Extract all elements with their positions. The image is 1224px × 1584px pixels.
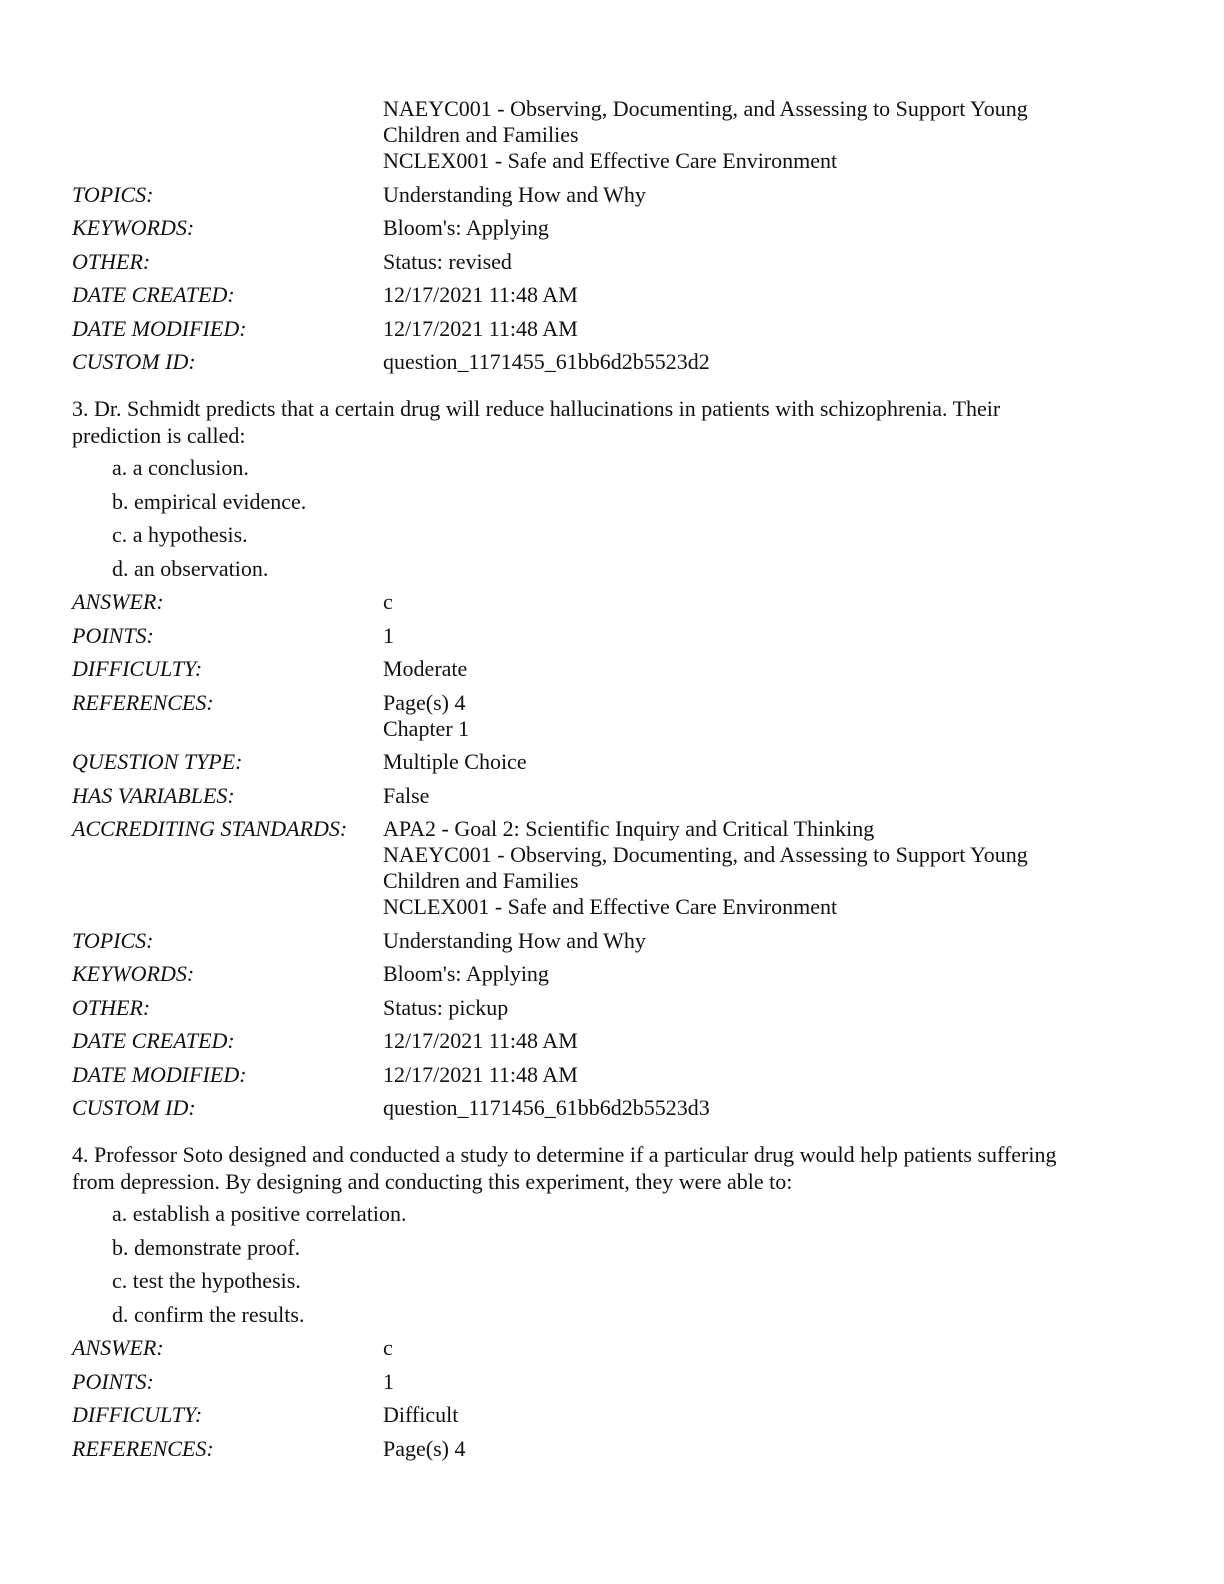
field-label: OTHER:: [72, 248, 151, 274]
field-value: 1: [383, 1368, 394, 1394]
field-value: False: [383, 782, 430, 808]
value-line: NCLEX001 - Safe and Effective Care Environment: [383, 894, 838, 919]
question-3: [72, 395, 1152, 1121]
field-value: Difficult: [383, 1402, 459, 1427]
field-label: CUSTOM ID:: [72, 349, 196, 374]
metadata-row-custom-id: [72, 1095, 1152, 1121]
field-label: ACCREDITING STANDARDS:: [72, 816, 348, 841]
question-stem: [72, 395, 1152, 449]
field-value: Status: pickup: [383, 994, 509, 1020]
metadata-row-answer: [72, 589, 1152, 615]
metadata-row-difficulty: [72, 1402, 1152, 1428]
metadata-row-date-created: [72, 282, 1152, 308]
stem-line: 4. Professor Soto designed and conducted a study to determine if a particular drug would help patients suffering: [72, 1142, 1057, 1167]
option-b: b. empirical evidence.: [112, 488, 307, 514]
option-a: a. a conclusion.: [112, 455, 249, 480]
field-value: 1: [383, 622, 394, 648]
field-value: question_1171455_61bb6d2b5523d2: [383, 349, 710, 374]
option-d: d. confirm the results.: [112, 1301, 305, 1327]
value-line: NAEYC001 - Observing, Documenting, and Assessing to Support Young: [383, 842, 1028, 867]
option-d: d. an observation.: [112, 555, 269, 581]
field-value: 12/17/2021 11:48 AM: [383, 1061, 578, 1087]
metadata-row-has-variables: [72, 783, 1152, 809]
field-label: KEYWORDS:: [72, 961, 195, 986]
field-value: Page(s) 4: [383, 1435, 466, 1461]
field-label: OTHER:: [72, 994, 151, 1020]
metadata-row-references: [72, 690, 1152, 742]
field-value: question_1171456_61bb6d2b5523d3: [383, 1095, 710, 1120]
field-value: Understanding How and Why: [383, 927, 646, 953]
metadata-row-topics: [72, 928, 1152, 954]
field-value: [383, 690, 1152, 742]
metadata-row-answer: [72, 1335, 1152, 1361]
field-value: Understanding How and Why: [383, 181, 646, 207]
stem-line: from depression. By designing and conducting this experiment, they were able to:: [72, 1169, 793, 1194]
metadata-row-date-created: [72, 1028, 1152, 1054]
field-value: [72, 96, 1152, 174]
value-line: Children and Families: [383, 122, 579, 147]
field-label: KEYWORDS:: [72, 215, 195, 240]
field-value: 12/17/2021 11:48 AM: [383, 282, 578, 307]
metadata-row-references: [72, 1436, 1152, 1462]
value-line: Children and Families: [383, 868, 579, 893]
question-stem: [72, 1141, 1152, 1195]
field-value: Bloom's: Applying: [383, 215, 549, 240]
field-value: c: [383, 1335, 393, 1360]
metadata-row-points: [72, 1369, 1152, 1395]
accrediting-standards-continuation: [72, 96, 1152, 174]
metadata-row-other: [72, 995, 1152, 1021]
field-label: TOPICS:: [72, 927, 154, 953]
option-c: c. a hypothesis.: [112, 522, 248, 547]
value-line: NAEYC001 - Observing, Documenting, and Assessing to Support Young: [383, 96, 1028, 121]
value-line: Page(s) 4: [383, 689, 466, 715]
document-page: [72, 96, 1152, 1469]
field-label: ANSWER:: [72, 589, 164, 614]
field-value: Status: revised: [383, 248, 512, 274]
metadata-row-points: [72, 623, 1152, 649]
field-label: DIFFICULTY:: [72, 656, 203, 681]
field-label: QUESTION TYPE:: [72, 749, 243, 774]
option-a: a. establish a positive correlation.: [112, 1201, 407, 1226]
option-c: c. test the hypothesis.: [112, 1268, 301, 1293]
field-label: ANSWER:: [72, 1335, 164, 1360]
field-label: DATE CREATED:: [72, 1028, 235, 1053]
field-value: [383, 816, 1152, 920]
field-value: Moderate: [383, 656, 468, 681]
metadata-row-other: [72, 249, 1152, 275]
field-label: DATE CREATED:: [72, 282, 235, 307]
metadata-row-topics: [72, 182, 1152, 208]
metadata-row-keywords: [72, 961, 1152, 987]
stem-line: prediction is called:: [72, 423, 246, 448]
metadata-row-custom-id: [72, 349, 1152, 375]
field-value: Bloom's: Applying: [383, 961, 549, 986]
metadata-row-accrediting-standards: [72, 816, 1152, 920]
field-value: 12/17/2021 11:48 AM: [383, 315, 578, 341]
value-line: NCLEX001 - Safe and Effective Care Environment: [383, 148, 838, 173]
value-line: Chapter 1: [383, 715, 470, 741]
field-label: HAS VARIABLES:: [72, 782, 235, 808]
field-label: DATE MODIFIED:: [72, 315, 247, 341]
metadata-row-difficulty: [72, 656, 1152, 682]
value-line: APA2 - Goal 2: Scientific Inquiry and Critical Thinking: [383, 816, 875, 841]
stem-line: 3. Dr. Schmidt predicts that a certain drug will reduce hallucinations in patients with schizophrenia. Their: [72, 396, 1001, 421]
field-value: Multiple Choice: [383, 749, 527, 774]
field-label: POINTS:: [72, 1368, 154, 1394]
field-label: REFERENCES:: [72, 1435, 214, 1461]
metadata-row-date-modified: [72, 316, 1152, 342]
field-label: REFERENCES:: [72, 689, 214, 715]
field-label: DATE MODIFIED:: [72, 1061, 247, 1087]
field-label: CUSTOM ID:: [72, 1095, 196, 1120]
field-label: POINTS:: [72, 622, 154, 648]
field-label: TOPICS:: [72, 181, 154, 207]
option-b: b. demonstrate proof.: [112, 1234, 301, 1260]
field-value: c: [383, 589, 393, 614]
field-label: DIFFICULTY:: [72, 1402, 203, 1427]
field-value: 12/17/2021 11:48 AM: [383, 1028, 578, 1053]
question-4: [72, 1141, 1152, 1462]
question-2-metadata: [72, 182, 1152, 376]
metadata-row-question-type: [72, 749, 1152, 775]
metadata-row-keywords: [72, 215, 1152, 241]
metadata-row-date-modified: [72, 1062, 1152, 1088]
